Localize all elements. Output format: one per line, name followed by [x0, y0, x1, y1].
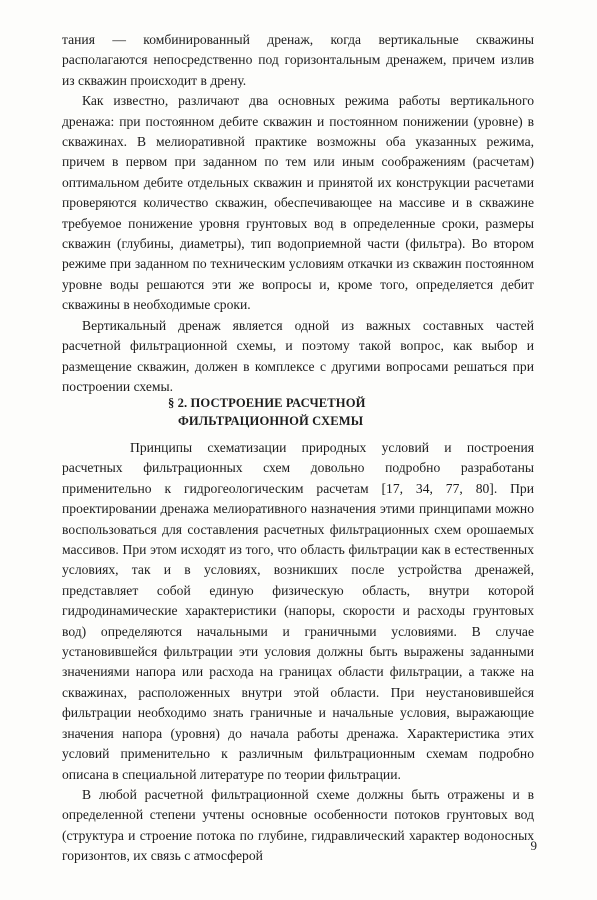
section-heading — [168, 394, 366, 430]
paragraph-drainage-modes: Как известно, различают два основных режима работы вертикального дренажа: при постоянном дебите скважин и постоянном понижении (уровне) в скважинах. В мелиоративной практике возможны оба указанных режима, причем в первом при заданном по тем или иным соображениям (расчетам) оптимальном дебите отдельных скважин и принятой их конструкции расчетами проверяются количество скважин, обеспечивающее на массиве и в скважине требуемое понижение уровня грунтовых вод в определенные сроки, размеры скважин (глубины, диаметры), тип водоприемной части (фильтра). Во втором режиме при заданном по техническим условиям откачки из скважин постоянном уровне воды решаются эти же вопросы и, кроме того, определяется дебит скважины в необходимые сроки. — [62, 93, 534, 313]
text-block-top — [62, 30, 534, 397]
page-number: 9 — [530, 838, 537, 853]
paragraph-schematization-principles: Принципы схематизации природных условий и построения расчетных фильтрационных схем довольно подробно разработаны применительно к гидрогеологическим расчетам [17, 34, 77, 80]. При проектировании дренажа мелиоративного назначения этими принципами можно воспользоваться для составления расчетных фильтрационных схем орошаемых массивов. При этом исходят из того, что область фильтрации как в естественных условиях, так и в условиях, возникших после устройства дренажей, представляет собой единую физическую область, внутри которой гидродинамические характеристики (напоры, скорости и расходы грунтовых вод) определяются начальными и граничными условиями. В случае установившейся фильтрации эти условия должны быть выражены заданными значениями напора или расхода на границах области фильтрации, а также на скважинах, расположенных внутри этой области. При неустановившейся фильтрации необходимо знать граничные и начальные условия, выражающие значения напора (уровня) до начала работы дренажа. Характеристика этих условий применительно к различным фильтрационным схемам подробно описана в специальной литературе по теории фильтрации. — [62, 440, 534, 782]
paragraph-vertical-drainage: Вертикальный дренаж является одной из важных составных частей расчетной фильтрационной схемы, и поэтому такой вопрос, как выбор и размещение скважин, должен в комплексе с другими вопросами решаться при построении схемы. — [62, 317, 534, 394]
paragraph-continuation: тания — комбинированный дренаж, когда вертикальные скважины располагаются непосредственно под горизонтальным дренажем, причем излив из скважин происходит в дрену. — [62, 32, 534, 88]
section-heading-line-2: ФИЛЬТРАЦИОННОЙ СХЕМЫ — [178, 414, 364, 428]
text-block-bottom — [62, 438, 534, 867]
section-heading-line-1: § 2. ПОСТРОЕНИЕ РАСЧЕТНОЙ — [168, 396, 366, 410]
paragraph-flow-features: В любой расчетной фильтрационной схеме должны быть отражены и в определенной степени учтены основные особенности потоков грунтовых вод (структура и строение потока по глубине, гидравлический характер водоносных горизонтов, их связь с атмосферой — [62, 786, 534, 864]
